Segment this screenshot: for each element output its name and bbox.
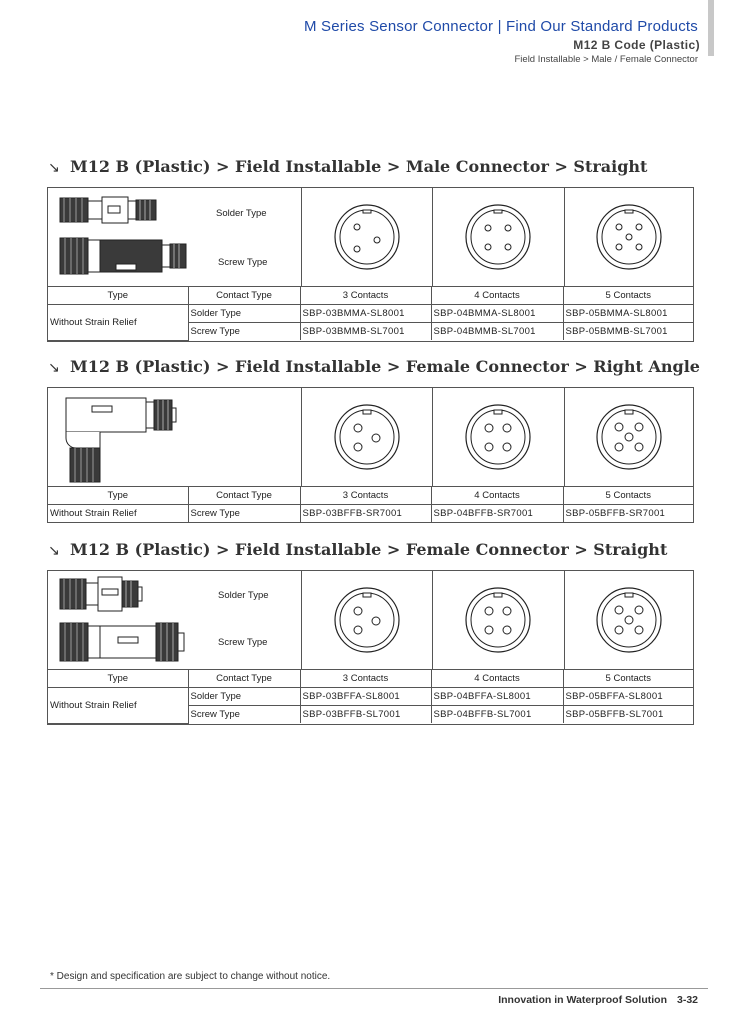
pin-layout-diagram bbox=[463, 585, 533, 655]
connector-drawing-cell bbox=[48, 188, 302, 286]
pin-layout-diagram bbox=[594, 585, 664, 655]
pin-layout-diagram bbox=[332, 585, 402, 655]
contact-type: Screw Type bbox=[188, 505, 300, 523]
section-title-male-straight: ↘ M12 B (Plastic) > Field Installable > Male Connector > Straight bbox=[48, 157, 648, 176]
pin-layout-diagram bbox=[332, 402, 402, 472]
table-header: Type bbox=[48, 670, 188, 688]
pin-layout-4-contacts bbox=[432, 188, 565, 286]
spec-table bbox=[48, 287, 693, 341]
product-block-female-right-angle bbox=[47, 387, 694, 523]
section-title-female-straight: ↘ M12 B (Plastic) > Field Installable > Female Connector > Straight bbox=[48, 540, 668, 559]
connector-drawing bbox=[48, 388, 301, 486]
connector-drawing bbox=[48, 571, 301, 669]
part-number: SBP-03BFFB-SL7001 bbox=[300, 706, 431, 724]
table-header: Contact Type bbox=[188, 670, 300, 688]
pin-layout-4-contacts bbox=[432, 571, 565, 669]
product-block-male-straight bbox=[47, 187, 694, 342]
part-number: SBP-04BFFB-SR7001 bbox=[431, 505, 563, 523]
table-header: Type bbox=[48, 287, 188, 305]
pin-layout-4-contacts bbox=[432, 388, 565, 486]
table-header: 5 Contacts bbox=[563, 487, 693, 505]
table-header-row bbox=[48, 487, 693, 505]
table-header: 4 Contacts bbox=[431, 487, 563, 505]
section-title-female-right-angle: ↘ M12 B (Plastic) > Field Installable > Female Connector > Right Angle bbox=[48, 357, 700, 376]
part-number: SBP-03BMMA-SL8001 bbox=[300, 305, 431, 323]
table-header-row bbox=[48, 670, 693, 688]
part-number: SBP-04BFFA-SL8001 bbox=[431, 688, 563, 706]
part-number: SBP-05BFFB-SL7001 bbox=[563, 706, 693, 724]
pin-layout-3-contacts bbox=[301, 188, 433, 286]
part-number: SBP-04BFFB-SL7001 bbox=[431, 706, 563, 724]
arrow-down-right-icon: ↘ bbox=[48, 160, 60, 176]
table-header: 4 Contacts bbox=[431, 287, 563, 305]
arrow-down-right-icon: ↘ bbox=[48, 360, 60, 376]
header-accent-bar bbox=[708, 0, 714, 56]
product-block-female-straight bbox=[47, 570, 694, 725]
table-row bbox=[48, 505, 693, 523]
pin-layout-5-contacts bbox=[564, 571, 694, 669]
pin-layout-5-contacts bbox=[564, 188, 694, 286]
part-number: SBP-05BFFA-SL8001 bbox=[563, 688, 693, 706]
footer-divider bbox=[40, 988, 708, 989]
table-header-row bbox=[48, 287, 693, 305]
table-header: 3 Contacts bbox=[300, 670, 431, 688]
screw-type-label: Screw Type bbox=[218, 257, 268, 268]
solder-type-label: Solder Type bbox=[216, 208, 267, 219]
pin-layout-diagram bbox=[332, 202, 402, 272]
pin-layout-diagram bbox=[463, 402, 533, 472]
table-header: 4 Contacts bbox=[431, 670, 563, 688]
connector-drawing-cell bbox=[48, 388, 302, 486]
pin-layout-3-contacts bbox=[301, 388, 433, 486]
table-row bbox=[48, 688, 693, 706]
pin-layout-diagram bbox=[594, 402, 664, 472]
part-number: SBP-04BMMA-SL8001 bbox=[431, 305, 563, 323]
pin-layout-5-contacts bbox=[564, 388, 694, 486]
breadcrumb: Field Installable > Male / Female Connector bbox=[514, 54, 698, 65]
page-number: 3-32 bbox=[676, 994, 698, 1006]
part-number: SBP-03BMMB-SL7001 bbox=[300, 323, 431, 341]
part-number: SBP-03BFFB-SR7001 bbox=[300, 505, 431, 523]
screw-type-label: Screw Type bbox=[218, 637, 268, 648]
footnote: * Design and specification are subject to change without notice. bbox=[50, 971, 331, 982]
page-header-title: M Series Sensor Connector | Find Our Standard Products bbox=[303, 18, 698, 35]
footer-tagline: Innovation in Waterproof Solution bbox=[498, 994, 667, 1006]
table-header: 3 Contacts bbox=[300, 287, 431, 305]
pin-layout-diagram bbox=[594, 202, 664, 272]
table-header: 3 Contacts bbox=[300, 487, 431, 505]
solder-type-label: Solder Type bbox=[218, 590, 269, 601]
contact-type: Solder Type bbox=[188, 688, 300, 706]
group-label: Without Strain Relief bbox=[48, 305, 188, 341]
part-number: SBP-05BMMA-SL8001 bbox=[563, 305, 693, 323]
footer bbox=[498, 994, 698, 1006]
pin-layout-3-contacts bbox=[301, 571, 433, 669]
group-label: Without Strain Relief bbox=[48, 505, 188, 523]
part-number: SBP-05BFFB-SR7001 bbox=[563, 505, 693, 523]
part-number: SBP-05BMMB-SL7001 bbox=[563, 323, 693, 341]
connector-drawing bbox=[48, 188, 301, 286]
page-header-subtitle: M12 B Code (Plastic) bbox=[573, 38, 700, 52]
contact-type: Screw Type bbox=[188, 706, 300, 724]
table-header: Contact Type bbox=[188, 287, 300, 305]
arrow-down-right-icon: ↘ bbox=[48, 543, 60, 559]
table-header: Contact Type bbox=[188, 487, 300, 505]
spec-table bbox=[48, 487, 693, 522]
table-header: 5 Contacts bbox=[563, 670, 693, 688]
part-number: SBP-04BMMB-SL7001 bbox=[431, 323, 563, 341]
table-header: 5 Contacts bbox=[563, 287, 693, 305]
table-row bbox=[48, 305, 693, 323]
contact-type: Solder Type bbox=[188, 305, 300, 323]
contact-type: Screw Type bbox=[188, 323, 300, 341]
connector-drawing-cell bbox=[48, 571, 302, 669]
table-header: Type bbox=[48, 487, 188, 505]
pin-layout-diagram bbox=[463, 202, 533, 272]
part-number: SBP-03BFFA-SL8001 bbox=[300, 688, 431, 706]
spec-table bbox=[48, 670, 693, 724]
group-label: Without Strain Relief bbox=[48, 688, 188, 724]
